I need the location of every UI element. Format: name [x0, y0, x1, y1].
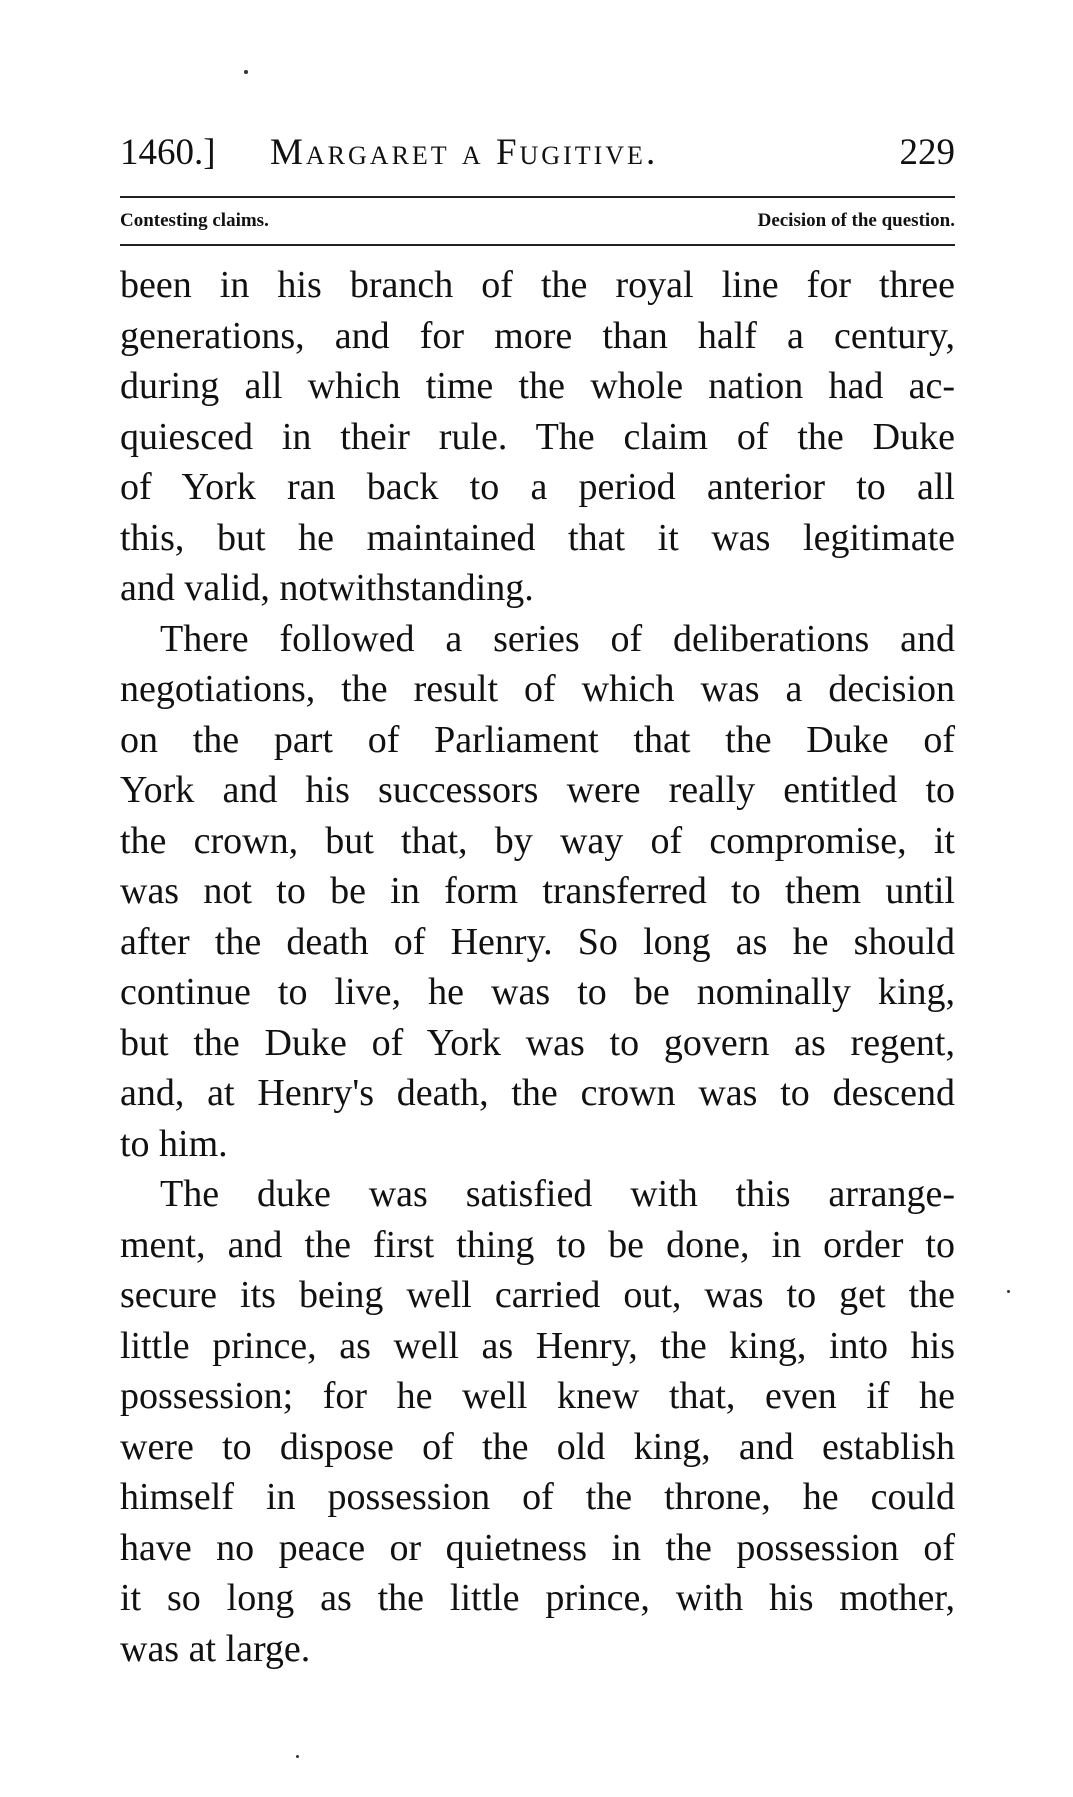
text-line: York and his successors were really entitled to — [120, 769, 955, 811]
paragraph — [120, 1169, 955, 1674]
header-rule-bottom — [120, 244, 955, 246]
text-line: continue to live, he was to be nominally king, — [120, 971, 955, 1013]
text-line: have no peace or quietness in the possession of — [120, 1526, 955, 1569]
text-line: negotiations, the result of which was a decision — [120, 668, 955, 710]
text-line: and valid, notwithstanding. — [120, 567, 534, 609]
text-line: been in his branch of the royal line for three — [120, 264, 955, 306]
text-line: after the death of Henry. So long as he should — [120, 920, 955, 963]
text-line: it so long as the little prince, with his mother, — [120, 1577, 955, 1619]
header-rule-top — [120, 196, 955, 198]
sidenote-right: Decision of the question. — [757, 210, 955, 231]
text-line: of York ran back to a period anterior to all — [120, 466, 955, 508]
text-line: during all which time the whole nation had ac- — [120, 365, 955, 407]
paragraph — [120, 614, 955, 1170]
page-number: 229 — [899, 132, 955, 173]
text-line: ment, and the first thing to be done, in order to — [120, 1223, 955, 1266]
text-line: but the Duke of York was to govern as regent, — [120, 1021, 955, 1064]
text-line: were to dispose of the old king, and establish — [120, 1425, 955, 1468]
paragraph — [120, 260, 955, 614]
text-line: was at large. — [120, 1627, 311, 1670]
text-line: on the part of Parliament that the Duke of — [120, 718, 955, 761]
text-line: quiesced in their rule. The claim of the Duke — [120, 415, 955, 458]
text-line: himself in possession of the throne, he could — [120, 1476, 955, 1518]
text-line: this, but he maintained that it was legitimate — [120, 516, 955, 559]
text-line: The duke was satisfied with this arrange- — [160, 1173, 955, 1215]
scan-speck — [296, 1755, 299, 1758]
running-head — [120, 128, 955, 178]
text-line: generations, and for more than half a century, — [120, 314, 955, 357]
sidenote-left: Contesting claims. — [120, 210, 269, 231]
running-head-year: 1460.] — [120, 132, 216, 173]
text-line: possession; for he well knew that, even if he — [120, 1375, 955, 1417]
text-line: the crown, but that, by way of compromise, it — [120, 819, 955, 862]
text-line: There followed a series of deliberations and — [160, 617, 955, 660]
text-line: secure its being well carried out, was to get the — [120, 1274, 955, 1316]
text-line: and, at Henry's death, the crown was to descend — [120, 1072, 955, 1114]
sidenotes — [120, 203, 955, 239]
body-text — [120, 260, 955, 1674]
text-line: little prince, as well as Henry, the king, into his — [120, 1324, 955, 1367]
scan-speck — [1007, 1290, 1010, 1293]
text-line: to him. — [120, 1122, 228, 1165]
running-head-title: Margaret a Fugitive. — [270, 132, 659, 173]
text-line: was not to be in form transferred to them until — [120, 870, 955, 912]
scan-speck — [244, 70, 248, 74]
